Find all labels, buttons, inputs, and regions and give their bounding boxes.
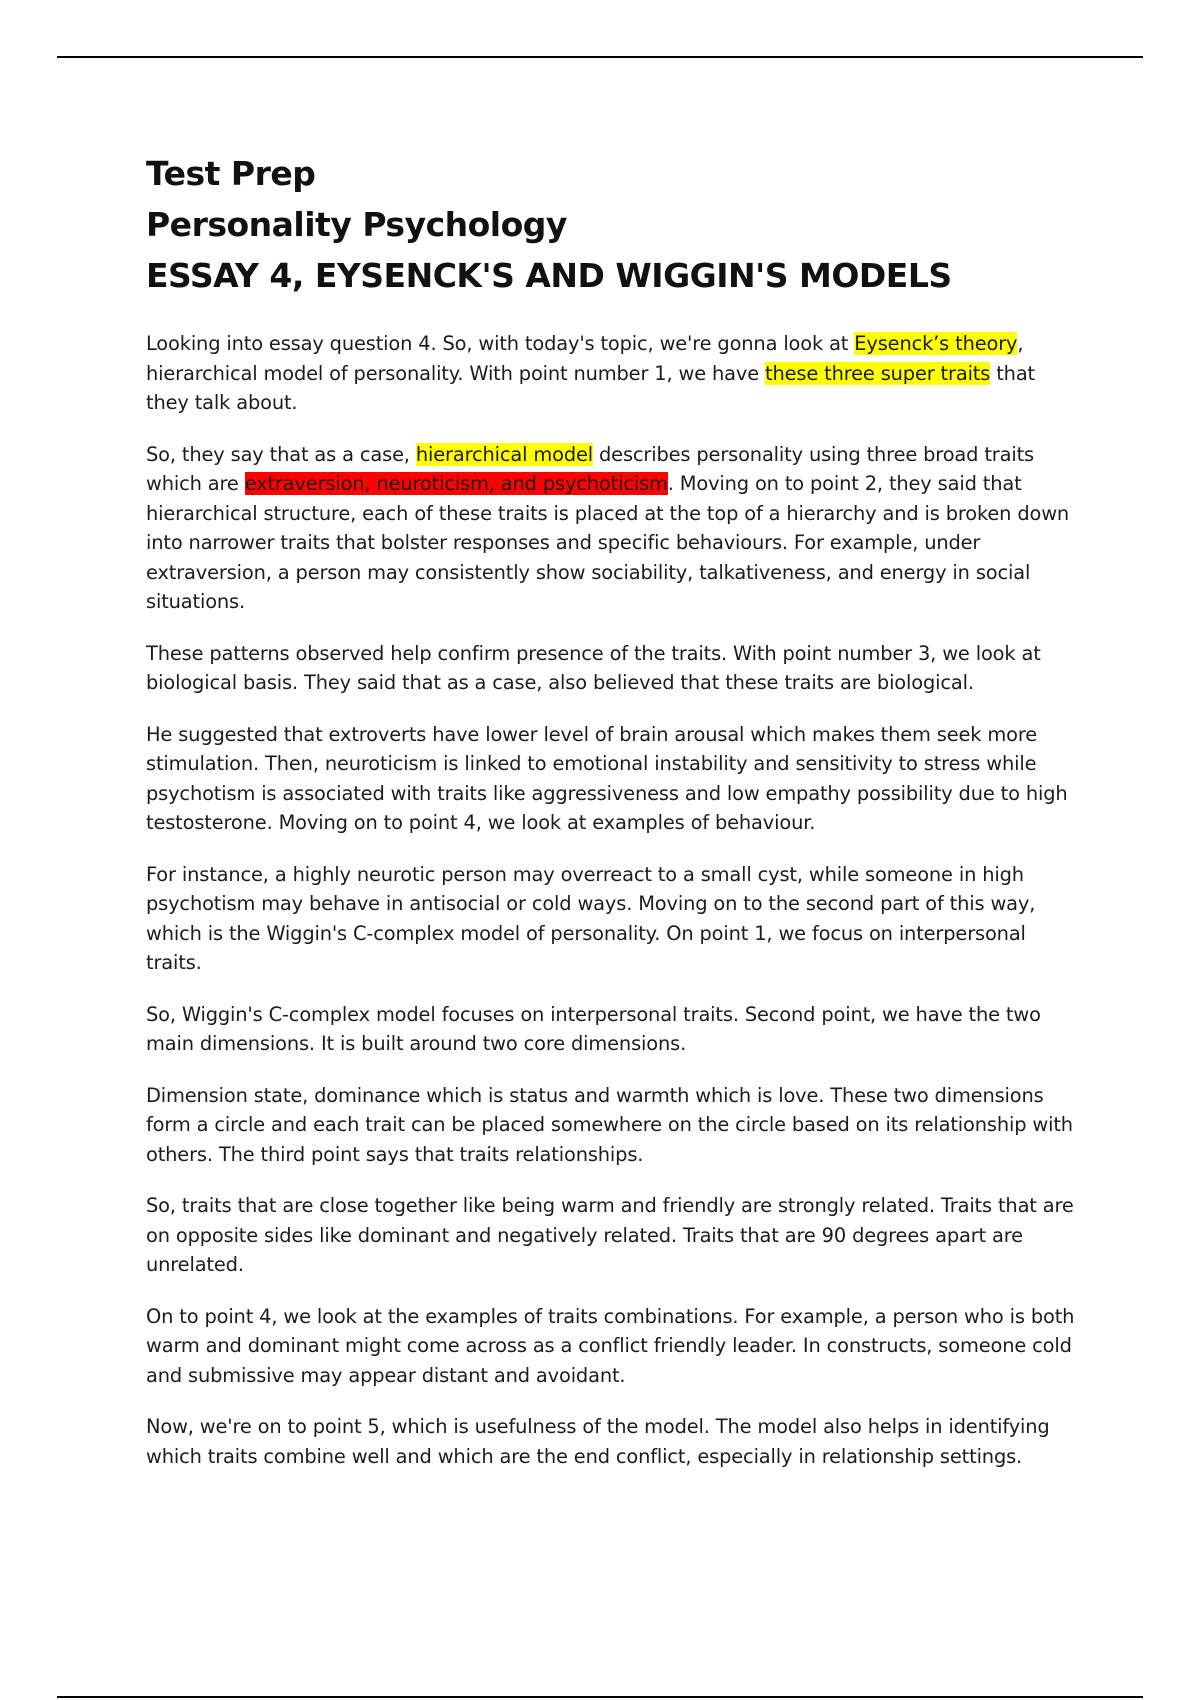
- doc-subject: Personality Psychology: [146, 205, 567, 244]
- paragraph-8: So, traits that are close together like being warm and friendly are strongly related. Traits that are on opposite sides like dominant and negatively related. Traits that are 90 degrees apart are unrelated.: [146, 1194, 1074, 1276]
- paragraph-2-text-c: . Moving on to point 2, they said that hierarchical structure, each of these traits is placed at the top of a hierarchy and is broken down into narrower traits that bolster responses and specific behaviours. For example, under extraversion, a person may consistently show sociability, talkativeness, and energy in social situations.: [146, 472, 1070, 613]
- highlight-three-traits: extraversion, neuroticism, and psychoticism: [244, 472, 668, 495]
- paragraph-5: For instance, a highly neurotic person may overreact to a small cyst, while someone in high psychotism may behave in antisocial or cold ways. Moving on to the second part of this way, which is the Wiggin's C-complex model of personality. On point 1, we focus on interpersonal traits.: [146, 862, 1036, 974]
- paragraph-7: Dimension state, dominance which is status and warmth which is love. These two dimensions form a circle and each trait can be placed somewhere on the circle based on its relationship with others. The third point says that traits relationships.: [146, 1083, 1073, 1166]
- top-rule: [57, 56, 1143, 58]
- paragraph-1: [146, 329, 1076, 418]
- document-body: [146, 148, 1076, 1493]
- paragraph-1-text-b: , hierarchical model of personality. With point number 1, we have: [146, 332, 1024, 385]
- paragraph-10: Now, we're on to point 5, which is usefulness of the model. The model also helps in identifying which traits combine well and which are the end conflict, especially in relationship settings.: [146, 1415, 1050, 1468]
- paragraph-2: [146, 440, 1076, 617]
- highlight-super-traits: these three super traits: [765, 361, 991, 385]
- doc-title: Test Prep: [146, 154, 316, 193]
- paragraph-2-text-a: So, they say that as a case,: [146, 442, 416, 466]
- paragraph-3: These patterns observed help confirm presence of the traits. With point number 3, we look at biological basis. They said that as a case, also believed that these traits are biological.: [146, 641, 1041, 694]
- paragraph-1-text-c: that they talk about.: [146, 361, 1036, 414]
- paragraph-2-text-b: describes personality using three broad traits which are: [146, 442, 1034, 495]
- paragraph-4: He suggested that extroverts have lower level of brain arousal which makes them seek more stimulation. Then, neuroticism is linked to emotional instability and sensitivity to stress while psychotism is associated with traits like aggressiveness and low empathy possibility due to high testosterone. Moving on to point 4, we look at examples of behaviour.: [146, 722, 1068, 834]
- highlight-hierarchical-model: hierarchical model: [415, 442, 593, 466]
- paragraph-1-text-a: Looking into essay question 4. So, with today's topic, we're gonna look at: [146, 332, 855, 355]
- paragraph-6: So, Wiggin's C-complex model focuses on interpersonal traits. Second point, we have the two main dimensions. It is built around two core dimensions.: [146, 1002, 1041, 1055]
- bottom-rule: [57, 1696, 1143, 1698]
- highlight-eysenck-theory: Eysenck’s theory: [854, 332, 1018, 355]
- paragraph-9: On to point 4, we look at the examples of traits combinations. For example, a person who is both warm and dominant might come across as a conflict friendly leader. In constructs, someone cold and submissive may appear distant and avoidant.: [146, 1304, 1075, 1387]
- title-block: [146, 148, 1076, 301]
- doc-essay-heading: ESSAY 4, EYSENCK'S AND WIGGIN'S MODELS: [146, 256, 952, 295]
